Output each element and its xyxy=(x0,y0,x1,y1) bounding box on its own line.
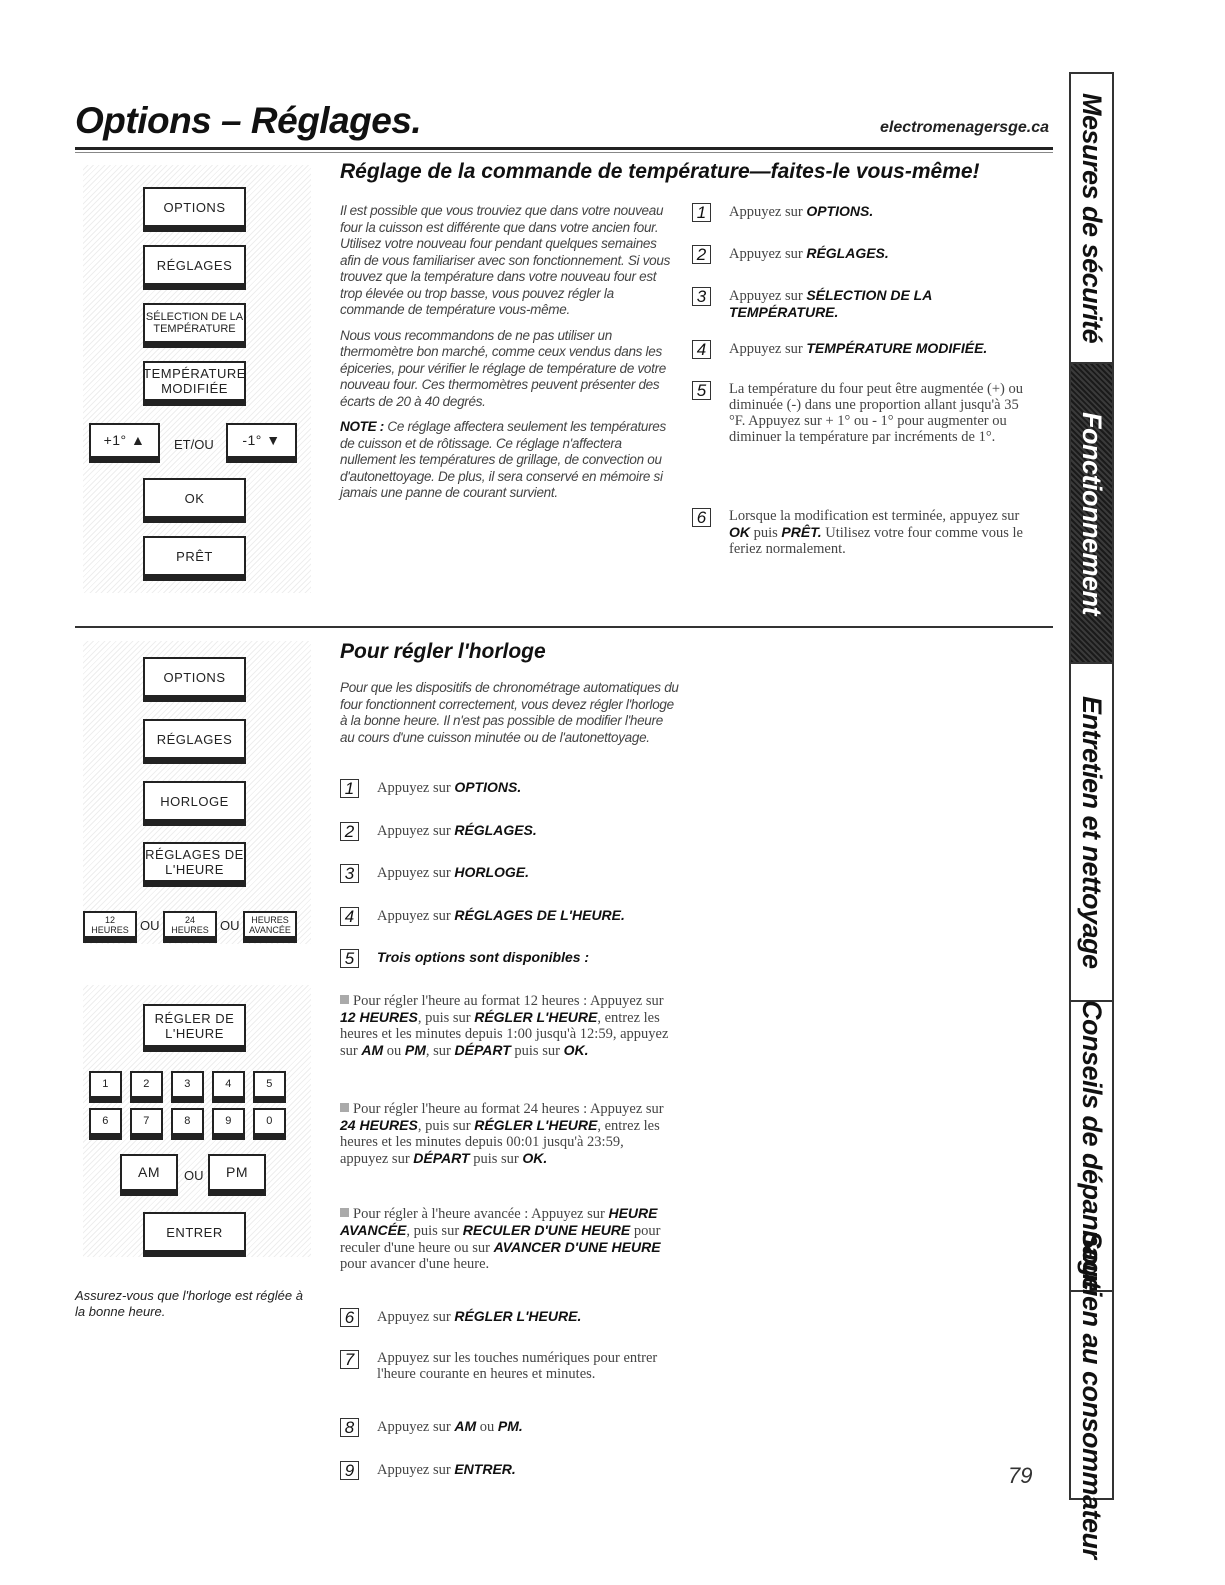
step-number: 4 xyxy=(340,907,359,926)
step-number: 2 xyxy=(340,822,359,841)
step-number: 3 xyxy=(692,287,711,306)
24-heures-key[interactable]: 24 HEURES xyxy=(163,911,217,943)
clock-step-6: 6 Appuyez sur RÉGLER L'HEURE. xyxy=(340,1308,690,1327)
temp-step-1: 1 Appuyez sur OPTIONS. xyxy=(692,203,1032,222)
am-key[interactable]: AM xyxy=(120,1154,178,1196)
page-title: Options – Réglages. xyxy=(75,100,422,141)
temp-intro xyxy=(340,203,680,511)
step-number: 8 xyxy=(340,1418,359,1437)
pret-key[interactable]: PRÊT xyxy=(143,536,246,581)
clock-step-2: 2 Appuyez sur RÉGLAGES. xyxy=(340,822,690,841)
temp-note: NOTE : Ce réglage affectera seulement les températures de cuisson et de rôtissage. Ce réglage n'affectera nullement les températures de grillage, de convection ou d'autonettoyage. De plus, il sera conservé en mémoire si jamais une panne de courant survient. xyxy=(340,419,666,500)
digit-9-key[interactable]: 9 xyxy=(212,1108,245,1140)
clock-step-1: 1 Appuyez sur OPTIONS. xyxy=(340,779,690,798)
regler-heure-key[interactable]: RÉGLER DE L'HEURE xyxy=(143,1004,246,1052)
plus-one-key[interactable]: +1° ▲ xyxy=(89,423,160,463)
heure-avancee-key[interactable]: HEURES AVANCÉE xyxy=(243,911,297,943)
tab-fonctionnement[interactable]: Fonctionnement xyxy=(1071,364,1112,664)
step-number: 3 xyxy=(340,864,359,883)
tab-conseils-de-depannage[interactable]: Conseils de dépannage xyxy=(1071,1002,1112,1292)
ou-label: OU xyxy=(184,1168,204,1183)
clock-step-3: 3 Appuyez sur HORLOGE. xyxy=(340,864,690,883)
digit-7-key[interactable]: 7 xyxy=(130,1108,163,1140)
step-number: 2 xyxy=(692,245,711,264)
reglages-key[interactable]: RÉGLAGES xyxy=(143,245,246,290)
header-rule xyxy=(75,147,1053,150)
digit-3-key[interactable]: 3 xyxy=(171,1071,204,1103)
step-number: 4 xyxy=(692,340,711,359)
clock-step-5: 5 Trois options sont disponibles : xyxy=(340,949,690,968)
minus-one-key[interactable]: -1° ▼ xyxy=(226,423,297,463)
ok-key[interactable]: OK xyxy=(143,478,246,523)
ou-label: OU xyxy=(140,918,160,933)
entrer-key[interactable]: ENTRER xyxy=(143,1212,246,1257)
reglages-heure-key[interactable]: RÉGLAGES DE L'HEURE xyxy=(143,842,246,887)
clock-step-9: 9 Appuyez sur ENTRER. xyxy=(340,1461,690,1480)
temp-heading: Réglage de la commande de température—faites-le vous-même! xyxy=(340,160,980,183)
temp-step-6: 6 Lorsque la modification est terminée, appuyez sur OK puis PRÊT. Utilisez votre four comme vous le feriez normalement. xyxy=(692,508,1037,557)
step-number: 6 xyxy=(692,508,711,527)
pm-key[interactable]: PM xyxy=(208,1154,266,1196)
clock-options-key[interactable]: OPTIONS xyxy=(143,657,246,702)
temp-step-3: 3 Appuyez sur SÉLECTION DE LA TEMPÉRATURE. xyxy=(692,287,942,321)
step-number: 5 xyxy=(340,949,359,968)
options-key[interactable]: OPTIONS xyxy=(143,187,246,232)
horloge-key[interactable]: HORLOGE xyxy=(143,781,246,826)
digit-0-key[interactable]: 0 xyxy=(253,1108,286,1140)
step-number: 6 xyxy=(340,1308,359,1327)
temp-step-2: 2 Appuyez sur RÉGLAGES. xyxy=(692,245,1032,264)
step-number: 1 xyxy=(692,203,711,222)
temp-step-5: 5 La température du four peut être augmentée (+) ou diminuée (-) dans une proportion allant jusqu'à 35 °F. Appuyez sur + 1° ou - 1° pour augmenter ou diminuer la température par incréments de 1°. xyxy=(692,381,1037,445)
note-label: NOTE : xyxy=(340,419,384,434)
clock-option-12h: Pour régler l'heure au format 12 heures : Appuyez sur 12 HEURES, puis sur RÉGLER L'HEURE, entrez les heures et les minutes depuis 1:00 jusqu'à 12:59, appuyez sur AM ou PM, sur DÉPART puis sur OK. xyxy=(340,993,669,1059)
clock-intro: Pour que les dispositifs de chronométrage automatiques du four fonctionnent correctement, vous devez régler l'horloge à la bonne heure. Il n'est pas possible de modifier l'heure au cours d'une cuisson minutée ou de l'autonettoyage. xyxy=(340,680,679,745)
clock-caption: Assurez-vous que l'horloge est réglée à la bonne heure. xyxy=(75,1288,303,1319)
digit-4-key[interactable]: 4 xyxy=(212,1071,245,1103)
temp-intro-1: Il est possible que vous trouviez que dans votre nouveau four la cuisson est différente que dans votre ancien four. Utilisez votre nouveau four pendant quelques semaines afin de vous familiariser avec son fonctionnement. Si vous trouvez que la température dans votre nouveau four est trop élevée ou trop basse, vous pouvez régler la commande de température vous-même. xyxy=(340,203,671,317)
section-tabs xyxy=(1069,72,1114,1559)
etou-label: ET/OU xyxy=(174,437,214,452)
step-number: 9 xyxy=(340,1461,359,1480)
tab-mesures-de-securite[interactable]: Mesures de sécurité xyxy=(1071,74,1112,364)
digit-6-key[interactable]: 6 xyxy=(89,1108,122,1140)
step-number: 5 xyxy=(692,381,711,400)
clock-heading: Pour régler l'horloge xyxy=(340,640,546,663)
digit-2-key[interactable]: 2 xyxy=(130,1071,163,1103)
section-divider xyxy=(75,626,1053,628)
12-heures-key[interactable]: 12 HEURES xyxy=(83,911,137,943)
clock-option-24h: Pour régler l'heure au format 24 heures : Appuyez sur 24 HEURES, puis sur RÉGLER L'HEURE, entrez les heures et les minutes depuis 00:01 jusqu'à 23:59, appuyez sur DÉPART puis sur OK. xyxy=(340,1101,664,1167)
temp-intro-2: Nous vous recommandons de ne pas utiliser un thermomètre bon marché, comme ceux vendus dans les épiceries, pour vérifier le réglage de température de votre nouveau four. Ces thermomètres peuvent présenter des écarts de 20 à 40 degrés. xyxy=(340,327,666,409)
step-number: 1 xyxy=(340,779,359,798)
digit-5-key[interactable]: 5 xyxy=(253,1071,286,1103)
clock-step-7: 7 Appuyez sur les touches numériques pour entrer l'heure courante en heures et minutes. xyxy=(340,1350,690,1382)
digit-1-key[interactable]: 1 xyxy=(89,1071,122,1103)
temp-step-4: 4 Appuyez sur TEMPÉRATURE MODIFIÉE. xyxy=(692,340,1032,359)
selection-temperature-key[interactable]: SÉLECTION DE LA TEMPÉRATURE xyxy=(143,303,246,348)
digit-8-key[interactable]: 8 xyxy=(171,1108,204,1140)
header-rule-thin xyxy=(75,152,1053,153)
clock-reglages-key[interactable]: RÉGLAGES xyxy=(143,719,246,764)
page-number: 79 xyxy=(1008,1463,1033,1488)
ou-label: OU xyxy=(220,918,240,933)
clock-step-8: 8 Appuyez sur AM ou PM. xyxy=(340,1418,690,1437)
tab-soutien-au-consommateur[interactable]: Soutien au consommateur xyxy=(1071,1292,1112,1500)
temperature-modifiee-key[interactable]: TEMPÉRATURE MODIFIÉE xyxy=(143,361,246,406)
tab-entretien-et-nettoyage[interactable]: Entretien et nettoyage xyxy=(1071,664,1112,1002)
step-number: 7 xyxy=(340,1350,359,1369)
clock-step-4: 4 Appuyez sur RÉGLAGES DE L'HEURE. xyxy=(340,907,690,926)
website-url: electromenagersge.ca xyxy=(880,119,1049,136)
clock-option-avancee: Pour régler à l'heure avancée : Appuyez sur HEURE AVANCÉE, puis sur RECULER D'UNE HEURE pour reculer d'une heure ou sur AVANCER D'UNE HEURE pour avancer d'une heure. xyxy=(340,1205,661,1272)
